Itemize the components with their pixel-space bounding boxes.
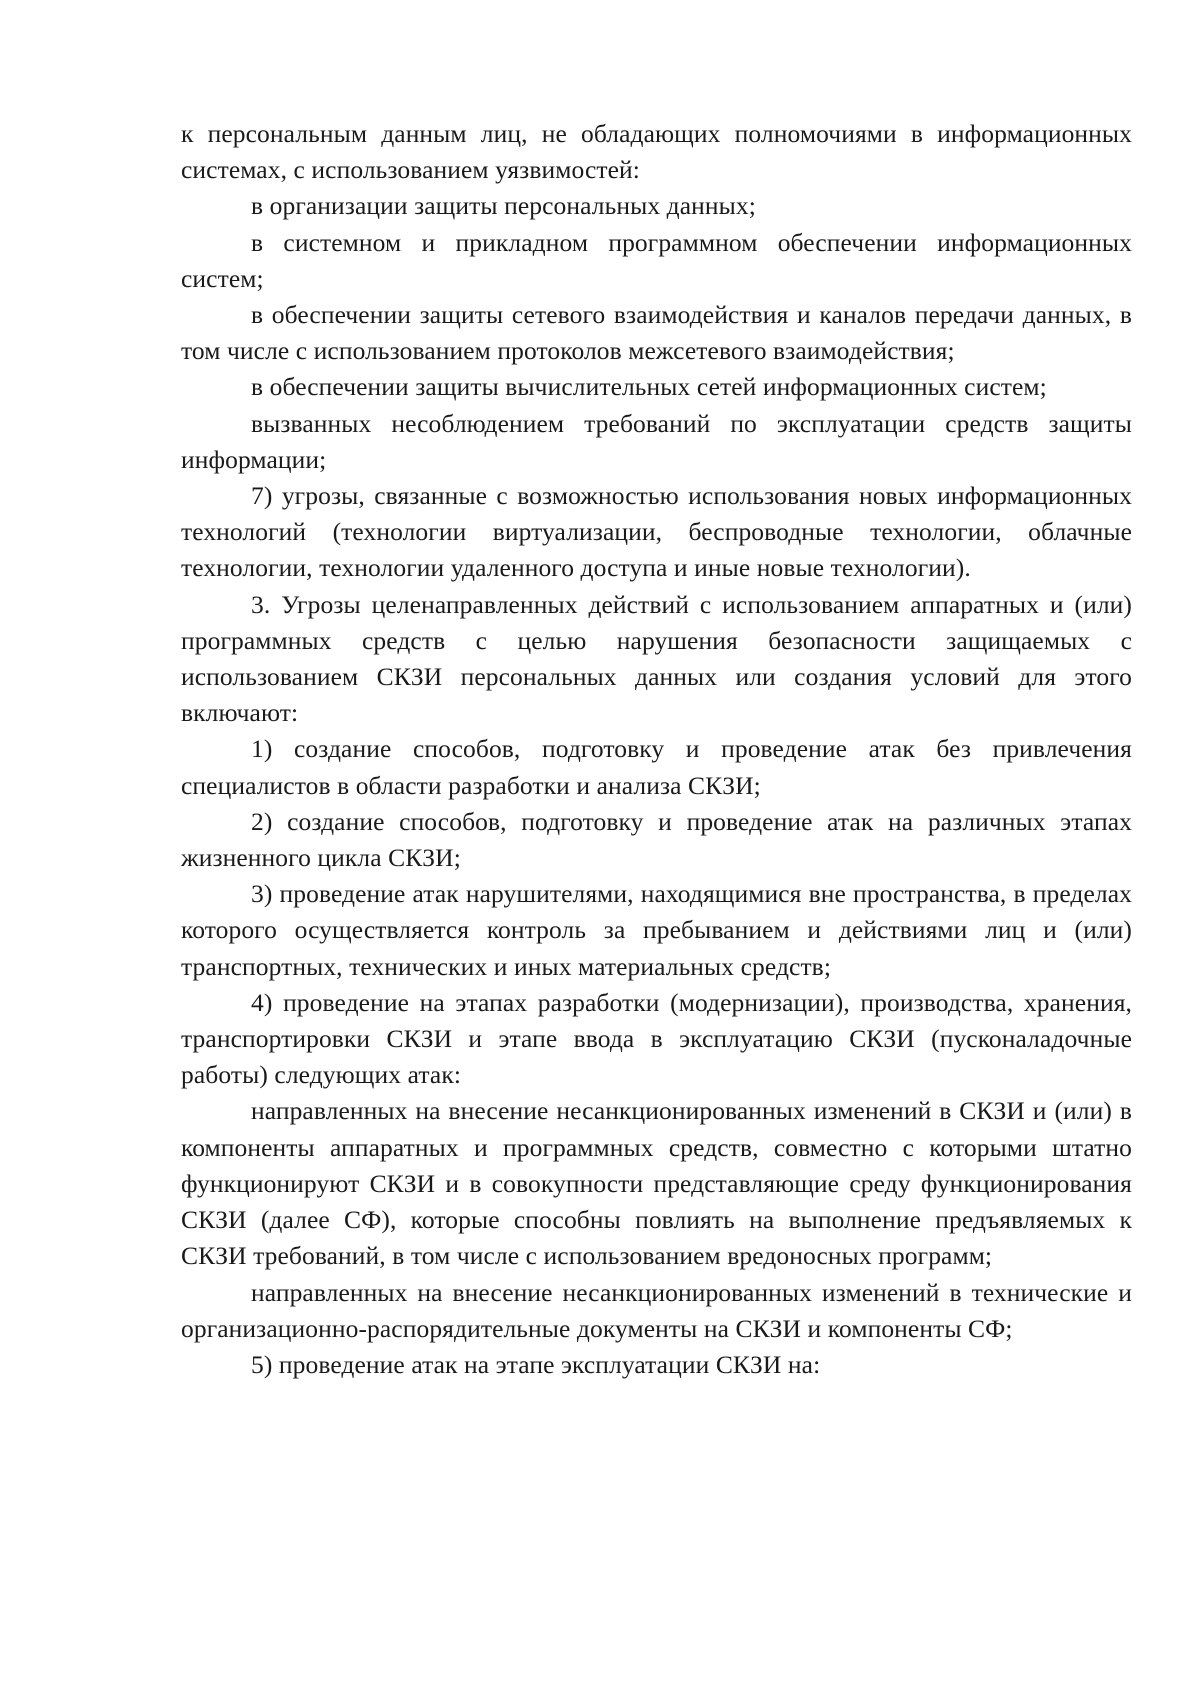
paragraph-item: 2) создание способов, подготовку и проведение атак на различных этапах жизненного цикла СКЗИ; — [181, 806, 1132, 873]
paragraph-item: в организации защиты персональных данных; — [251, 191, 756, 221]
paragraph-item: 5) проведение атак на этапе эксплуатации СКЗИ на: — [251, 1349, 821, 1379]
paragraph-item: 7) угрозы, связанные с возможностью использования новых информационных технологий (технологии виртуализации, беспроводные технологии, облачные технологии, технологии удаленного доступа и иные новые технологии). — [181, 481, 1132, 583]
paragraph-item: направленных на внесение несанкционированных изменений в СКЗИ и (или) в компоненты аппаратных и программных средств, совместно с которыми штатно функционируют СКЗИ и в совокупности представляющие среду функционирования СКЗИ (далее СФ), которые способны повлиять на выполнение предъявляемых к СКЗИ требований, в том числе с использованием вредоносных программ; — [181, 1096, 1132, 1271]
paragraph-item: 3) проведение атак нарушителями, находящимися вне пространства, в пределах которого осуществляется контроль за пребыванием и действиями лиц и (или) транспортных, технических и иных материальных средств; — [181, 879, 1132, 981]
paragraph-item: в обеспечении защиты вычислительных сетей информационных систем; — [251, 372, 1047, 402]
paragraph-intro: к персональным данным лиц, не обладающих полномочиями в информационных системах, с использованием уязвимостей: — [181, 119, 1132, 185]
paragraph-item: направленных на внесение несанкционированных изменений в технические и организационно-распорядительные документы на СКЗИ и компоненты СФ; — [181, 1277, 1132, 1343]
paragraph-item: 1) создание способов, подготовку и проведение атак без привлечения специалистов в области разработки и анализа СКЗИ; — [181, 734, 1132, 800]
paragraph-item: вызванных несоблюдением требований по эксплуатации средств защиты информации; — [181, 408, 1132, 474]
paragraph-section: 3. Угрозы целенаправленных действий с использованием аппаратных и (или) программных средств с целью нарушения безопасности защищаемых с использованием СКЗИ персональных данных или создания условий для этого включают: — [181, 589, 1132, 728]
paragraph-item: в обеспечении защиты сетевого взаимодействия и каналов передачи данных, в том числе с использованием протоколов межсетевого взаимодействия; — [181, 300, 1132, 366]
paragraph-item: 4) проведение на этапах разработки (модернизации), производства, хранения, транспортировки СКЗИ и этапе ввода в эксплуатацию СКЗИ (пусконаладочные работы) следующих атак: — [181, 987, 1132, 1090]
document-body — [181, 116, 1132, 1383]
paragraph-item: в системном и прикладном программном обеспечении информационных систем; — [181, 227, 1132, 293]
